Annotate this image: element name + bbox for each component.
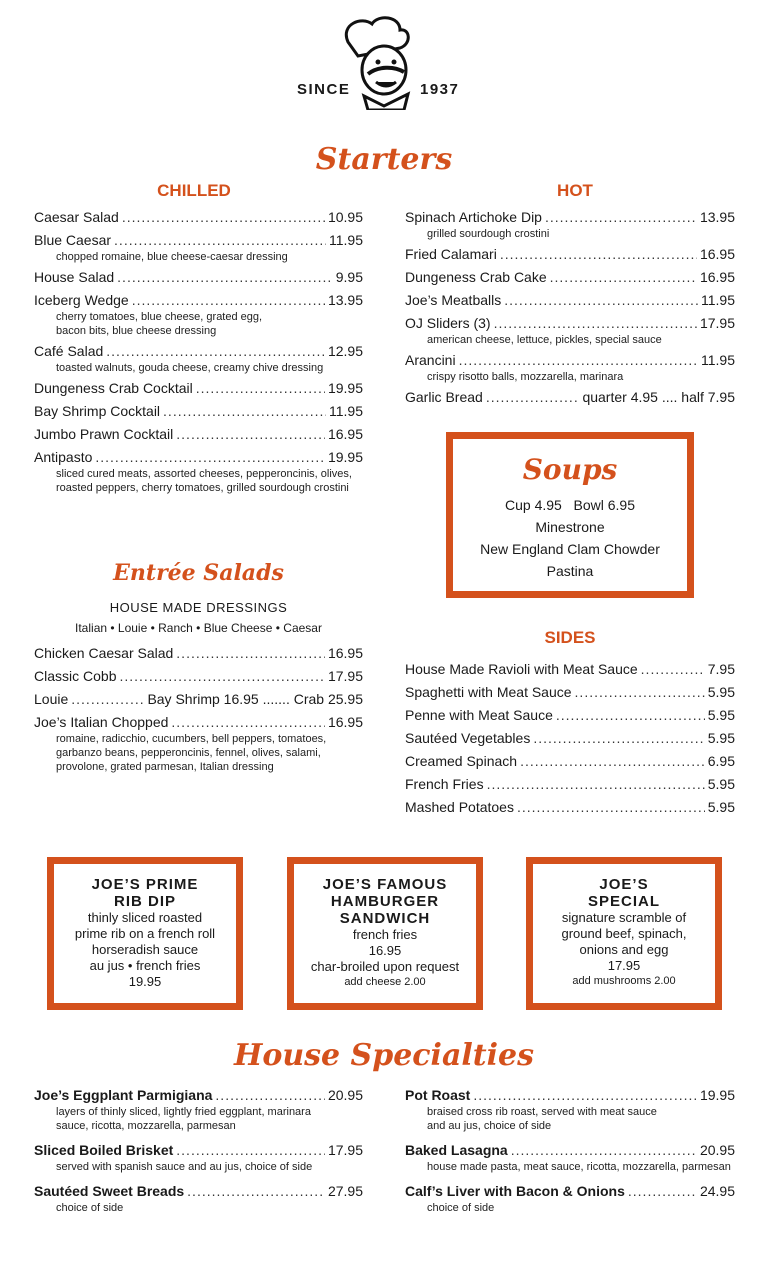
cup-label: Cup [505,497,531,513]
menu-item-row [34,208,363,227]
item-description: choice of side [427,1202,495,1214]
item-price: 27.95 [327,1183,363,1199]
chilled-heading: CHILLED [157,181,231,200]
feature-line: onions and egg [579,942,669,957]
item-description: roasted peppers, cherry tomatoes, grilled sourdough crostini [56,482,349,494]
item-price: 11.95 [701,352,735,368]
menu-item-row [405,683,735,702]
dot-leader [215,1086,325,1105]
soup-item: Minestrone [535,519,605,535]
item-price: 17.95 [327,668,363,684]
dot-leader [628,1182,697,1201]
item-name: Creamed Spinach [405,753,518,769]
dot-leader [641,660,705,679]
dot-leader [494,314,697,333]
menu-item-row [405,729,735,748]
menu-item-row [34,231,363,250]
entree-salads-list [34,644,363,778]
item-name: Chicken Caesar Salad [34,645,174,661]
feature-line: 19.95 [128,974,162,989]
menu-item-row [405,1182,735,1201]
item-price: 5.95 [707,799,735,815]
item-name: Jumbo Prawn Cocktail [34,426,174,442]
menu-item-row [405,1141,735,1160]
dot-leader [132,291,325,310]
entree-salads-title: Entrée Salads [113,560,284,586]
menu-item [34,402,363,421]
menu-item [34,690,363,709]
dressings-heading: HOUSE MADE DRESSINGS [109,600,288,615]
menu-item-row [405,798,735,817]
feature-line: 16.95 [368,943,402,958]
starters-title: Starters [315,142,453,177]
menu-item-row [405,388,735,407]
item-name: Café Salad [34,343,104,359]
house-specialties-title: House Specialties [233,1038,535,1073]
soup-list [453,516,687,582]
item-price: 17.95 [327,1142,363,1158]
item-description: bacon bits, blue cheese dressing [56,325,217,337]
item-price: 11.95 [701,292,735,308]
menu-item-row [34,1182,363,1201]
bowl-label: Bowl [573,497,604,513]
dot-leader [196,379,325,398]
feature-line: char-broiled upon request [310,959,460,974]
dressings-list: Italian • Louie • Ranch • Blue Cheese • Caesar [75,621,322,635]
menu-item [34,342,363,375]
feature-box [47,857,243,1010]
item-name: Fried Calamari [405,246,497,262]
menu-item-row [405,245,735,264]
item-name: House Salad [34,269,115,285]
item-description: romaine, radicchio, cucumbers, bell peppers, tomatoes, [56,733,327,745]
dot-leader [171,713,325,732]
menu-item-row [34,402,363,421]
item-price: 24.95 [699,1183,735,1199]
item-price: 5.95 [707,776,735,792]
feature-note: add mushrooms 2.00 [572,975,676,987]
menu-item-row [405,660,735,679]
item-price: 19.95 [327,380,363,396]
item-name: Pot Roast [405,1087,471,1103]
item-name: Dungeness Crab Cake [405,269,547,285]
dot-leader [545,208,697,227]
dot-leader [117,268,333,287]
item-price: 7.95 [707,661,735,677]
dot-leader [500,245,697,264]
item-description: crispy risotto balls, mozzarella, marinara [427,371,624,383]
menu-item [405,314,735,347]
dot-leader [122,208,325,227]
menu-item-row [405,208,735,227]
menu-item [34,425,363,444]
feature-title: HAMBURGER [330,893,440,910]
item-description: braised cross rib roast, served with meat sauce [427,1106,657,1118]
item-name: Sautéed Sweet Breads [34,1183,185,1199]
item-name: French Fries [405,776,484,792]
dot-leader [533,729,704,748]
dot-leader [575,683,705,702]
menu-item-row [34,1086,363,1105]
item-name: Mashed Potatoes [405,799,514,815]
item-name: Spinach Artichoke Dip [405,209,542,225]
item-price: 16.95 [699,269,735,285]
item-description: cherry tomatoes, blue cheese, grated egg, [56,311,263,323]
item-name: Sliced Boiled Brisket [34,1142,174,1158]
dot-leader [163,402,326,421]
soup-item: Pastina [546,563,594,579]
menu-item [405,729,735,748]
item-name: Bay Shrimp Cocktail [34,403,161,419]
menu-item-row [405,752,735,771]
since-label: SINCE [297,81,351,98]
item-price: 20.95 [327,1087,363,1103]
item-name: Spaghetti with Meat Sauce [405,684,572,700]
item-price: 16.95 [699,246,735,262]
chef-logo-icon [338,14,432,110]
item-description: grilled sourdough crostini [427,228,550,240]
dot-leader [487,775,705,794]
dot-leader [459,351,698,370]
feature-title: JOE’S [599,876,649,893]
item-price: 20.95 [699,1142,735,1158]
item-description: sauce, ricotta, mozzarella, parmesan [56,1120,236,1132]
item-price: 5.95 [707,730,735,746]
feature-box [287,857,483,1010]
soup-item: New England Clam Chowder [480,541,660,557]
dot-leader [176,425,325,444]
item-price: 16.95 [327,645,363,661]
menu-item [405,798,735,817]
menu-item-row [405,351,735,370]
feature-line: au jus • french fries [89,958,201,973]
dot-leader [114,231,326,250]
item-price: 13.95 [327,292,363,308]
item-price: 5.95 [707,684,735,700]
item-description: and au jus, choice of side [427,1120,552,1132]
item-description: layers of thinly sliced, lightly fried eggplant, marinara [56,1106,311,1118]
menu-item [405,351,735,384]
menu-item [34,231,363,264]
menu-item-row [405,775,735,794]
dot-leader [176,644,325,663]
menu-item-row [34,1141,363,1160]
feature-title: SPECIAL [587,893,660,910]
menu-item [405,775,735,794]
menu-item [34,644,363,663]
item-name: Blue Caesar [34,232,112,248]
menu-item-row [405,1086,735,1105]
dot-leader [176,1141,325,1160]
dot-leader [550,268,697,287]
feature-title: RIB DIP [113,893,176,910]
dot-leader [556,706,705,725]
dot-leader [187,1182,325,1201]
item-description: provolone, grated parmesan, Italian dressing [56,761,274,773]
menu-item [34,713,363,774]
specialties-left-list [34,1086,363,1223]
feature-title: JOE’S PRIME [91,876,199,893]
menu-item-row [405,268,735,287]
menu-item-row [34,713,363,732]
menu-item-row [405,706,735,725]
sides-heading: SIDES [544,628,596,647]
menu-item [34,291,363,338]
soups-title: Soups [522,453,618,486]
chilled-list [34,208,363,499]
menu-item [34,1141,363,1174]
item-price: 9.95 [335,269,363,285]
item-name: Arancini [405,352,456,368]
menu-item [34,448,363,495]
feature-box [526,857,722,1010]
item-description: chopped romaine, blue cheese-caesar dressing [56,251,288,263]
item-name: Baked Lasagna [405,1142,508,1158]
cup-price: 4.95 [534,497,562,513]
menu-item [405,683,735,702]
feature-line: horseradish sauce [91,942,199,957]
item-name: Penne with Meat Sauce [405,707,553,723]
item-price: 17.95 [699,315,735,331]
feature-title: SANDWICH [339,910,431,927]
item-price: 6.95 [707,753,735,769]
feature-line: ground beef, spinach, [561,926,687,941]
item-name: Caesar Salad [34,209,119,225]
item-price: 13.95 [699,209,735,225]
item-price: 10.95 [327,209,363,225]
dot-leader [473,1086,697,1105]
dot-leader [486,388,580,407]
dot-leader [119,667,324,686]
item-name: Dungeness Crab Cocktail [34,380,193,396]
feature-line: thinly sliced roasted [87,910,203,925]
menu-item-row [34,425,363,444]
item-price: 5.95 [707,707,735,723]
item-description: served with spanish sauce and au jus, choice of side [56,1161,313,1173]
feature-line: french fries [352,927,418,942]
dot-leader [520,752,705,771]
item-description: garbanzo beans, pepperoncinis, fennel, olives, salami, [56,747,321,759]
item-name: Joe’s Eggplant Parmigiana [34,1087,213,1103]
year-label: 1937 [420,81,460,98]
hot-list [405,208,735,411]
feature-line: signature scramble of [561,910,687,925]
sides-list [405,660,735,821]
item-description: american cheese, lettuce, pickles, special sauce [427,334,662,346]
menu-item-row [34,667,363,686]
item-price: 19.95 [699,1087,735,1103]
menu-item-row [34,379,363,398]
soups-box [446,432,694,598]
hot-heading: HOT [557,181,593,200]
item-price: 19.95 [327,449,363,465]
item-price: 11.95 [329,403,363,419]
menu-item [405,660,735,679]
menu-item [405,291,735,310]
menu-item [405,1141,735,1174]
item-name: Sautéed Vegetables [405,730,531,746]
menu-item [405,388,735,407]
menu-item [405,268,735,287]
item-name: Joe’s Italian Chopped [34,714,169,730]
item-name: OJ Sliders (3) [405,315,491,331]
menu-item [34,1182,363,1215]
menu-item [405,1182,735,1215]
feature-line: prime rib on a french roll [74,926,216,941]
specialties-right-list [405,1086,735,1223]
item-name: Iceberg Wedge [34,292,129,308]
item-name: Louie [34,691,69,707]
menu-item [34,268,363,287]
menu-item [34,667,363,686]
menu-item-row [34,342,363,361]
menu-item [405,752,735,771]
item-price: Bay Shrimp 16.95 ....... Crab 25.95 [147,691,363,707]
feature-title: JOE’S FAMOUS [322,876,448,893]
dot-leader [95,448,325,467]
dot-leader [517,798,705,817]
menu-item-row [405,291,735,310]
menu-item-row [34,291,363,310]
item-name: Calf’s Liver with Bacon & Onions [405,1183,625,1199]
item-description: house made pasta, meat sauce, ricotta, mozzarella, parmesan [427,1161,731,1173]
menu-item [34,208,363,227]
item-name: Classic Cobb [34,668,117,684]
feature-line: 17.95 [607,958,641,973]
item-name: Antipasto [34,449,93,465]
item-price: 16.95 [327,714,363,730]
dot-leader [504,291,698,310]
menu-item-row [34,268,363,287]
menu-item-row [405,314,735,333]
menu-item [405,208,735,241]
item-price: 11.95 [329,232,363,248]
menu-item [405,706,735,725]
item-price: 12.95 [327,343,363,359]
dot-leader [511,1141,697,1160]
feature-note: add cheese 2.00 [344,976,426,988]
item-price: quarter 4.95 .... half 7.95 [582,389,735,405]
menu-item [34,1086,363,1133]
item-description: toasted walnuts, gouda cheese, creamy chive dressing [56,362,324,374]
dot-leader [106,342,325,361]
item-description: sliced cured meats, assorted cheeses, pepperoncinis, olives, [56,468,352,480]
item-name: House Made Ravioli with Meat Sauce [405,661,638,677]
item-description: choice of side [56,1202,124,1214]
bowl-price: 6.95 [607,497,635,513]
menu-item [405,1086,735,1133]
item-price: 16.95 [327,426,363,442]
menu-item-row [34,690,363,709]
item-name: Garlic Bread [405,389,483,405]
menu-item-row [34,644,363,663]
item-name: Joe’s Meatballs [405,292,502,308]
menu-item-row [34,448,363,467]
dot-leader [71,690,144,709]
menu-item [405,245,735,264]
menu-item [34,379,363,398]
